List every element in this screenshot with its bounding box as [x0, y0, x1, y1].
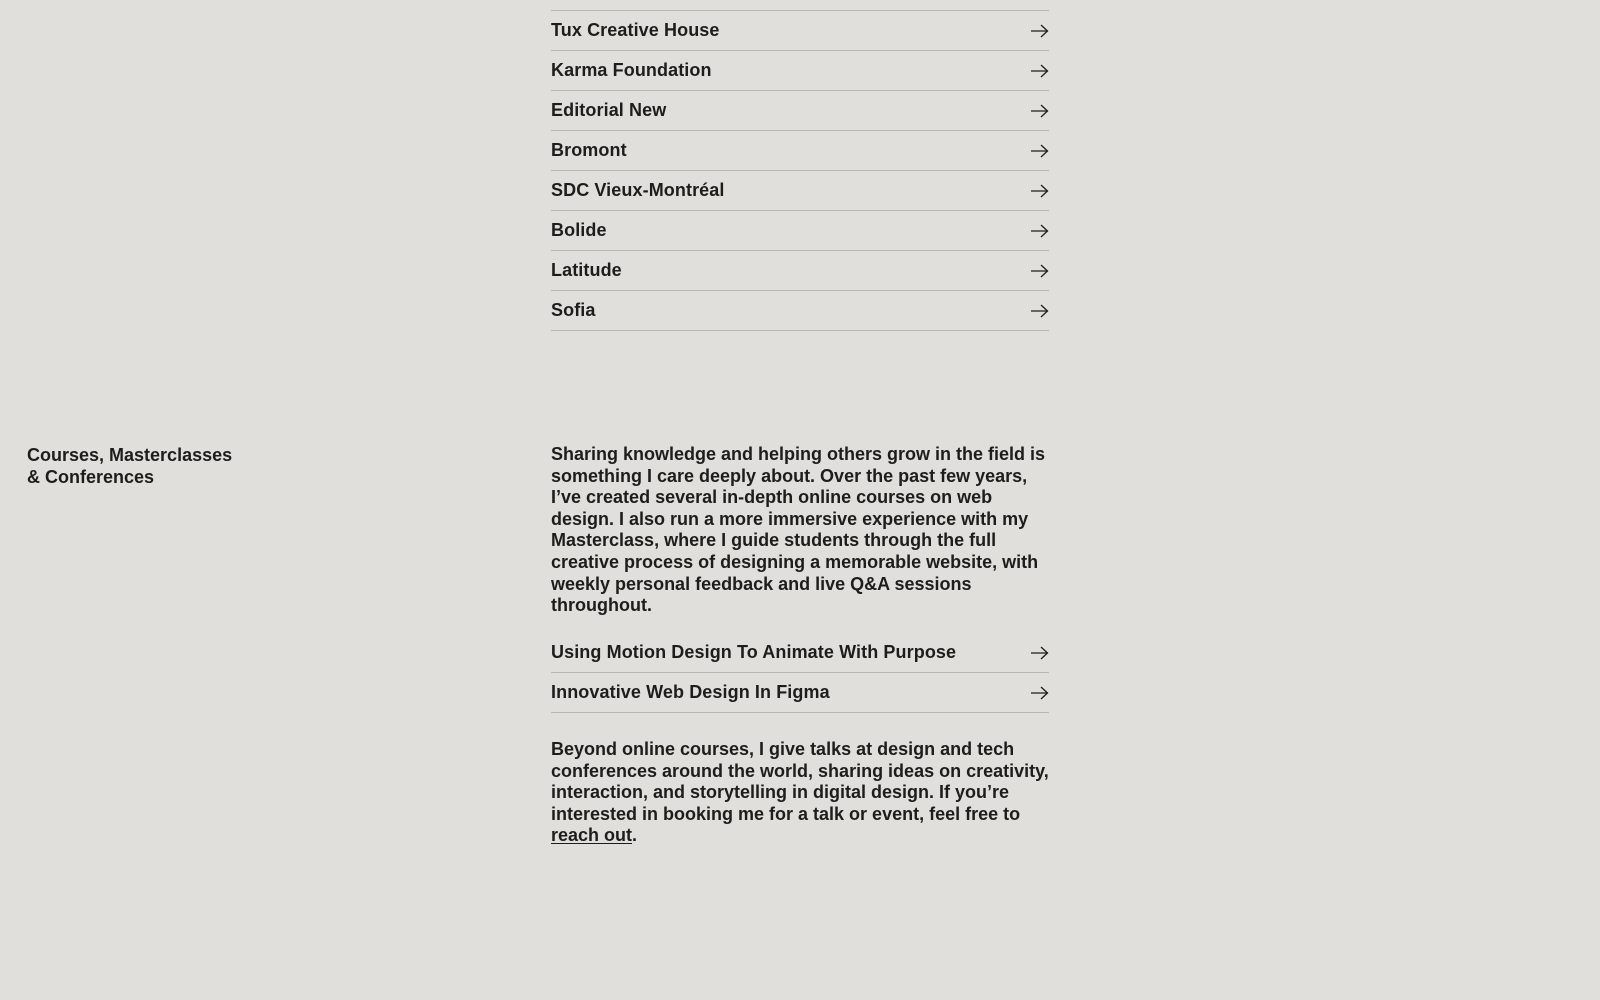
conferences-paragraph	[551, 739, 1051, 847]
project-row-label: Latitude	[551, 260, 622, 280]
arrow-right-icon	[1031, 646, 1049, 660]
project-row-label: Tux Creative House	[551, 20, 720, 40]
arrow-right-icon	[1031, 64, 1049, 78]
arrow-right-icon	[1031, 104, 1049, 118]
project-row-label: Sofia	[551, 300, 596, 320]
arrow-right-icon	[1031, 144, 1049, 158]
arrow-right-icon	[1031, 184, 1049, 198]
arrow-right-icon	[1031, 24, 1049, 38]
reach-out-link[interactable]: reach out	[551, 825, 633, 846]
project-list	[551, 10, 1049, 331]
project-row-editorial-new[interactable]	[551, 91, 1049, 131]
arrow-right-icon	[1031, 686, 1049, 700]
arrow-right-icon	[1031, 304, 1049, 318]
project-row-sdc-vieux-montreal[interactable]	[551, 171, 1049, 211]
course-row-web-design-figma[interactable]	[551, 673, 1049, 713]
project-row-label: Bolide	[551, 220, 607, 240]
project-row-label: Bromont	[551, 140, 627, 160]
courses-intro-paragraph: Sharing knowledge and helping others grow in the field is something I care deeply about. Over the past few years, I’ve created several in-depth online courses on web design. I also run a more immersive experience with my Masterclass, where I guide students through the full creative process of designing a memorable website, with weekly personal feedback and live Q&A sessions throughout.	[551, 444, 1046, 616]
course-row-label: Using Motion Design To Animate With Purpose	[551, 642, 957, 662]
conferences-period: .	[632, 825, 638, 846]
project-row-sofia[interactable]	[551, 291, 1049, 331]
project-row-latitude[interactable]	[551, 251, 1049, 291]
project-row-label: SDC Vieux-Montréal	[551, 180, 725, 200]
course-list	[551, 633, 1049, 713]
course-row-label: Innovative Web Design In Figma	[551, 682, 830, 702]
course-row-motion-design[interactable]	[551, 633, 1049, 673]
conferences-text: Beyond online courses, I give talks at design and tech conferences around the world, sharing ideas on creativity, interaction, and storytelling in digital design. If you’re interested in booking me for a talk or event, feel free to	[551, 739, 1049, 824]
project-row-label: Karma Foundation	[551, 60, 712, 80]
project-row-tux-creative-house[interactable]	[551, 11, 1049, 51]
arrow-right-icon	[1031, 224, 1049, 238]
project-row-karma-foundation[interactable]	[551, 51, 1049, 91]
courses-section-title: Courses, Masterclasses & Conferences	[27, 445, 233, 487]
arrow-right-icon	[1031, 264, 1049, 278]
project-row-bromont[interactable]	[551, 131, 1049, 171]
project-row-label: Editorial New	[551, 100, 667, 120]
project-row-bolide[interactable]	[551, 211, 1049, 251]
